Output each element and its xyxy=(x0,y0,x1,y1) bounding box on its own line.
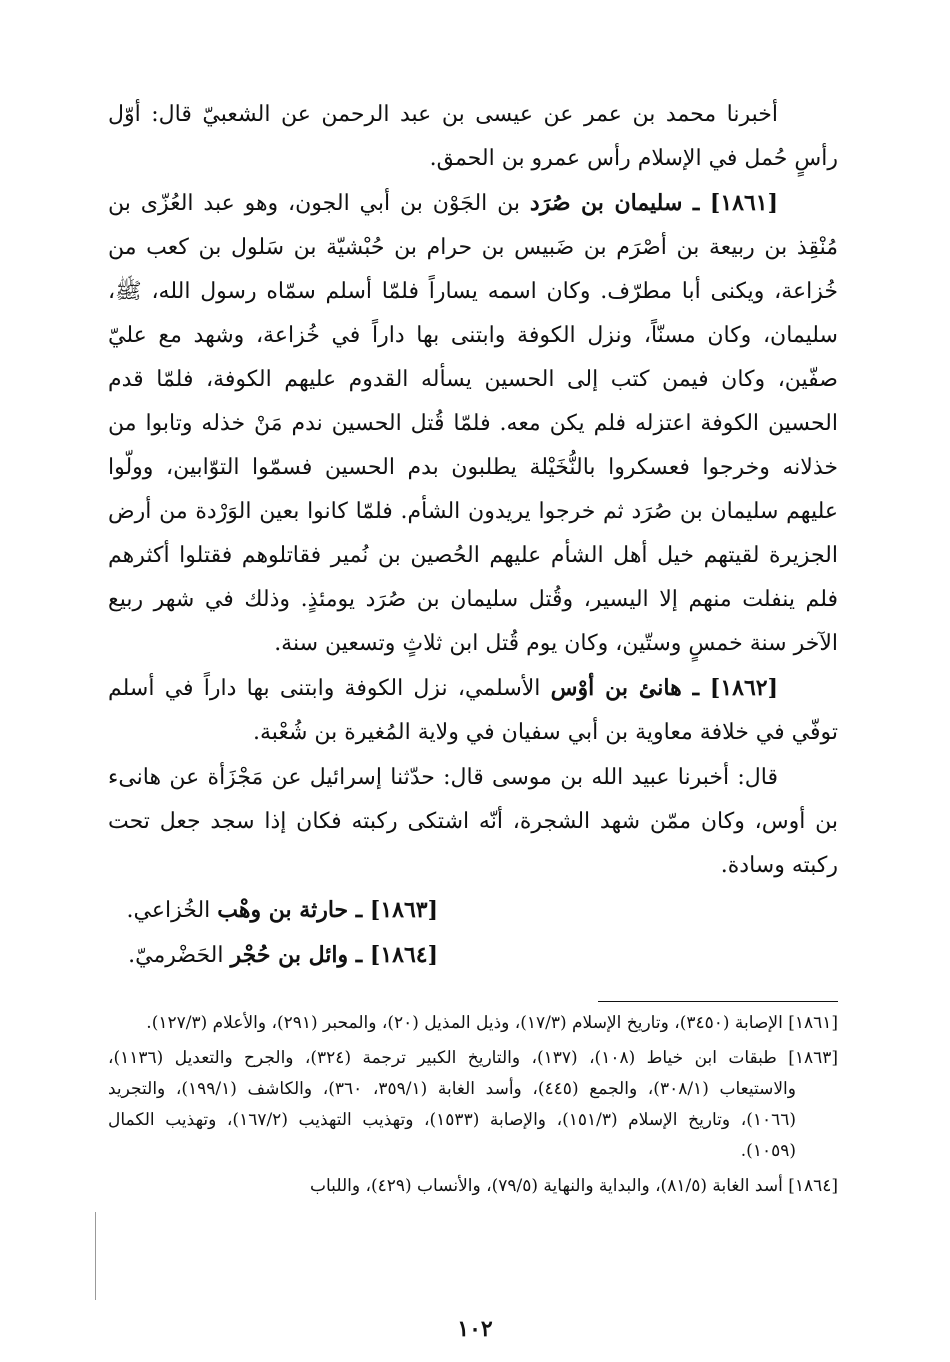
paragraph-shabi-report xyxy=(108,92,838,181)
paragraph-text: أخبرنا محمد بن عمر عن عيسى بن عبد الرحمن عن الشعبيّ قال: أوّل رأسٍ حُمل في الإسلام رأس عمرو بن الحمق. xyxy=(108,102,838,171)
entry-heading: [١٨٦٢] ـ هانئ بن أوْس xyxy=(550,675,778,701)
margin-line xyxy=(95,1212,96,1300)
footnote-1861: [١٨٦١] الإصابة (٣٤٥٠)، وتاريخ الإسلام (١٧/٣)، وذيل المذيل (٢٠)، والمحبر (٢٩١)، والأعلام (١٢٧/٣). xyxy=(146,1013,838,1033)
page-number: ١٠٢ xyxy=(457,1316,493,1342)
paragraph-hani-report xyxy=(108,755,838,888)
entry-text: الخُزاعي. xyxy=(126,898,218,923)
entry-heading: [١٨٦٣] ـ حارثة بن وهْب xyxy=(217,897,438,923)
footnote-divider xyxy=(598,1001,838,1002)
entry-heading: [١٨٦٤] ـ وائل بن حُجْر xyxy=(230,942,438,968)
entry-text: بن الجَوْن بن أبي الجون، وهو عبد العُزّى بن مُنْقِذ بن ربيعة بن أصْرَم بن ضَبيس بن حرام بن حُبْشيّة بن سَلول بن كعب من خُزاعة، ويكنى أبا مطرّف. وكان اسمه يساراً فلمّا أسلم سمّاه رسول الله، ﷺ، سليمان، وكان مسنّاً، ونزل الكوفة وابتنى بها داراً في خُزاعة، وشهد مع عليّ صفّين، وكان فيمن كتب إلى الحسين يسأله القدوم عليهم الكوفة، فلمّا قدم الحسين الكوفة اعتزله فلم يكن معه. فلمّا قُتل الحسين ندم مَنْ خذله وتابوا من خذلانه وخرجوا فعسكروا بالنُّخَيْلة يطلبون بدم الحسين فسمّوا التوّابين، وولّوا عليهم سليمان بن صُرَد ثم خرجوا يريدون الشأم. فلمّا كانوا بعين الوَرْدة من أرض الجزيرة لقيتهم خيل أهل الشأم عليهم الحُصين بن نُمير فقاتلوهم فقتلوا أكثرهم فلم ينفلت منهم إلا اليسير، وقُتل سليمان بن صُرَد يومئذٍ. وذلك في شهر ربيع الآخر سنة خمسٍ وستّين، وكان يوم قُتل ابن ثلاثٍ وتسعين سنة. xyxy=(108,191,839,656)
footnote-1864: [١٨٦٤] أسد الغابة (٨١/٥)، والبداية والنهاية (٧٩/٥)، والأنساب (٤٢٩)، واللباب xyxy=(310,1176,838,1196)
entry-1861 xyxy=(108,181,838,666)
footnotes xyxy=(108,1008,838,1206)
entry-text: الحَضْرميّ. xyxy=(128,943,231,968)
paragraph-text: قال: أخبرنا عبيد الله بن موسى قال: حدّثنا إسرائيل عن مَجْزَأة عن هانىء بن أوس، وكان ممّن شهد الشجرة، أنّه اشتكى ركبته فكان إذا سجد جعل تحت ركبته وسادة. xyxy=(108,765,838,878)
main-text xyxy=(108,92,838,978)
entry-text: الأسلمي، نزل الكوفة وابتنى بها داراً في أسلم توفّي في خلافة معاوية بن أبي سفيان في ولاية المُغيرة بن شُعْبة. xyxy=(108,676,838,745)
entry-heading: [١٨٦١] ـ سليمان بن صُرَد xyxy=(529,190,778,216)
entry-1864 xyxy=(108,933,498,978)
entry-1863 xyxy=(108,888,498,933)
entry-1862 xyxy=(108,666,838,755)
footnote-1863: [١٨٦٣] طبقات ابن خياط (١٠٨)، (١٣٧)، والتاريخ الكبير ترجمة (٣٢٤)، والجرح والتعديل (١١٣٦)، والاستيعاب (٣٠٨/١)، والجمع (٤٤٥)، وأسد الغابة (٣٥٩/١، ٣٦٠)، والكاشف (١٩٩/١)، والتجريد (١٠٦٦)، وتاريخ الإسلام (١٥١/٣)، والإصابة (١٥٣٣)، وتهذيب التهذيب (١٦٧/٢)، وتهذيب الكمال (١٠٥٩). xyxy=(108,1048,839,1161)
